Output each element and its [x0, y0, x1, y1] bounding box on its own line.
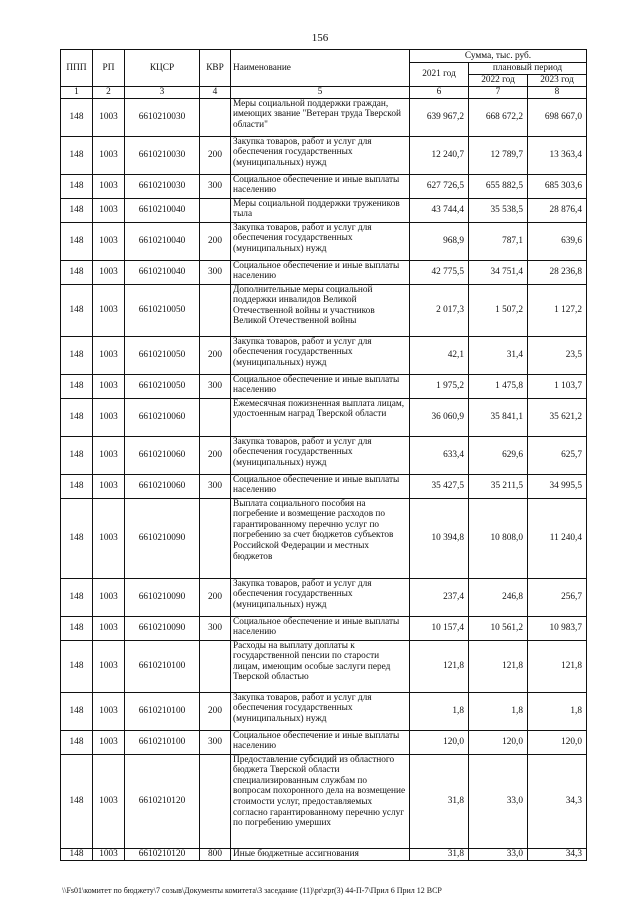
header-rp: РП — [93, 50, 125, 87]
cell-2023: 28 236,8 — [528, 260, 587, 284]
cell-kcsr: 6610210030 — [125, 136, 200, 174]
cell-2021: 35 427,5 — [410, 474, 469, 498]
cell-rp: 1003 — [93, 640, 125, 692]
cell-kvr: 300 — [200, 260, 231, 284]
cell-2021: 43 744,4 — [410, 198, 469, 222]
cell-name: Расходы на выплату доплаты к государственной пенсии по старости лицам, имеющим особые заслуги перед Тверской областью — [231, 640, 410, 692]
cell-2021: 120,0 — [410, 730, 469, 754]
page-number: 156 — [311, 32, 329, 44]
cell-kcsr: 6610210030 — [125, 98, 200, 136]
cell-2022: 10 561,2 — [469, 616, 528, 640]
cell-name: Социальное обеспечение и иные выплаты населению — [231, 474, 410, 498]
cell-2022: 33,0 — [469, 848, 528, 860]
cell-ppp: 148 — [61, 692, 93, 730]
cell-2022: 31,4 — [469, 336, 528, 374]
table-row — [61, 640, 587, 692]
cell-2022: 34 751,4 — [469, 260, 528, 284]
cell-ppp: 148 — [61, 374, 93, 398]
cell-2023: 625,7 — [528, 436, 587, 474]
table-row — [61, 198, 587, 222]
cell-rp: 1003 — [93, 848, 125, 860]
cell-2022: 1 475,8 — [469, 374, 528, 398]
table-row — [61, 336, 587, 374]
cell-kvr: 200 — [200, 578, 231, 616]
cell-kcsr: 6610210090 — [125, 616, 200, 640]
cell-kcsr: 6610210120 — [125, 848, 200, 860]
cell-kcsr: 6610210050 — [125, 336, 200, 374]
cell-ppp: 148 — [61, 616, 93, 640]
cell-name: Социальное обеспечение и иные выплаты населению — [231, 616, 410, 640]
cell-2023: 11 240,4 — [528, 498, 587, 578]
cell-rp: 1003 — [93, 730, 125, 754]
cell-kvr — [200, 640, 231, 692]
cell-name: Социальное обеспечение и иные выплаты населению — [231, 174, 410, 198]
table-row — [61, 284, 587, 336]
cell-2022: 246,8 — [469, 578, 528, 616]
header-name: Наименование — [231, 50, 410, 87]
cell-2021: 633,4 — [410, 436, 469, 474]
header-planned-period: плановый период — [469, 63, 587, 75]
column-number: 3 — [125, 87, 200, 99]
cell-2022: 655 882,5 — [469, 174, 528, 198]
cell-kvr: 300 — [200, 616, 231, 640]
column-number: 1 — [61, 87, 93, 99]
cell-kcsr: 6610210100 — [125, 640, 200, 692]
cell-2023: 35 621,2 — [528, 398, 587, 436]
cell-name: Закупка товаров, работ и услуг для обеспечения государственных (муниципальных) нужд — [231, 222, 410, 260]
cell-kcsr: 6610210040 — [125, 198, 200, 222]
cell-2021: 31,8 — [410, 754, 469, 848]
cell-kvr: 200 — [200, 436, 231, 474]
cell-2021: 10 394,8 — [410, 498, 469, 578]
cell-2022: 668 672,2 — [469, 98, 528, 136]
cell-2023: 34,3 — [528, 754, 587, 848]
cell-kvr: 200 — [200, 336, 231, 374]
header-sum: Сумма, тыс. руб. — [410, 50, 587, 63]
cell-kvr — [200, 98, 231, 136]
cell-2022: 12 789,7 — [469, 136, 528, 174]
cell-ppp: 148 — [61, 284, 93, 336]
cell-2022: 629,6 — [469, 436, 528, 474]
cell-rp: 1003 — [93, 398, 125, 436]
cell-2021: 2 017,3 — [410, 284, 469, 336]
cell-name: Меры социальной поддержки тружеников тыла — [231, 198, 410, 222]
cell-2023: 10 983,7 — [528, 616, 587, 640]
cell-name: Предоставление субсидий из областного бюджета Тверской области специализированным службам по вопросам похоронного дела на возмещение стоимости услуг, предоставляемых согласно гарантированному перечню услуг по погребению умерших — [231, 754, 410, 848]
cell-ppp: 148 — [61, 474, 93, 498]
cell-2022: 35 538,5 — [469, 198, 528, 222]
cell-rp: 1003 — [93, 374, 125, 398]
cell-rp: 1003 — [93, 98, 125, 136]
cell-rp: 1003 — [93, 692, 125, 730]
cell-2021: 42 775,5 — [410, 260, 469, 284]
cell-ppp: 148 — [61, 498, 93, 578]
table-row — [61, 692, 587, 730]
cell-kvr: 300 — [200, 374, 231, 398]
cell-rp: 1003 — [93, 222, 125, 260]
cell-name: Закупка товаров, работ и услуг для обеспечения государственных (муниципальных) нужд — [231, 692, 410, 730]
cell-2022: 33,0 — [469, 754, 528, 848]
table-row — [61, 616, 587, 640]
cell-kcsr: 6610210060 — [125, 398, 200, 436]
header-year-2021: 2021 год — [410, 63, 469, 87]
cell-ppp: 148 — [61, 136, 93, 174]
cell-2021: 42,1 — [410, 336, 469, 374]
table-row — [61, 260, 587, 284]
cell-2023: 28 876,4 — [528, 198, 587, 222]
budget-table — [60, 49, 587, 861]
table-row — [61, 474, 587, 498]
cell-2021: 31,8 — [410, 848, 469, 860]
cell-rp: 1003 — [93, 284, 125, 336]
cell-rp: 1003 — [93, 336, 125, 374]
cell-2022: 10 808,0 — [469, 498, 528, 578]
cell-name: Социальное обеспечение и иные выплаты населению — [231, 730, 410, 754]
cell-name: Закупка товаров, работ и услуг для обеспечения государственных (муниципальных) нужд — [231, 436, 410, 474]
cell-2023: 13 363,4 — [528, 136, 587, 174]
cell-name: Дополнительные меры социальной поддержки инвалидов Великой Отечественной войны и участников Великой Отечественной войны — [231, 284, 410, 336]
cell-ppp: 148 — [61, 98, 93, 136]
cell-kvr — [200, 398, 231, 436]
cell-2023: 685 303,6 — [528, 174, 587, 198]
cell-kvr: 300 — [200, 730, 231, 754]
cell-2023: 1,8 — [528, 692, 587, 730]
cell-kcsr: 6610210090 — [125, 498, 200, 578]
column-number: 2 — [93, 87, 125, 99]
header-kvr: КВР — [200, 50, 231, 87]
cell-kcsr: 6610210060 — [125, 474, 200, 498]
cell-kcsr: 6610210030 — [125, 174, 200, 198]
cell-ppp: 148 — [61, 578, 93, 616]
cell-rp: 1003 — [93, 616, 125, 640]
cell-2023: 34 995,5 — [528, 474, 587, 498]
table-row — [61, 136, 587, 174]
cell-ppp: 148 — [61, 336, 93, 374]
cell-2023: 256,7 — [528, 578, 587, 616]
cell-2023: 23,5 — [528, 336, 587, 374]
cell-2023: 1 127,2 — [528, 284, 587, 336]
header-year-2022: 2022 год — [469, 75, 528, 87]
cell-name: Меры социальной поддержки граждан, имеющих звание "Ветеран труда Тверской области" — [231, 98, 410, 136]
cell-2021: 1 975,2 — [410, 374, 469, 398]
cell-name: Закупка товаров, работ и услуг для обеспечения государственных (муниципальных) нужд — [231, 578, 410, 616]
cell-rp: 1003 — [93, 136, 125, 174]
cell-rp: 1003 — [93, 198, 125, 222]
table-row — [61, 436, 587, 474]
cell-kcsr: 6610210100 — [125, 730, 200, 754]
column-number: 4 — [200, 87, 231, 99]
cell-2021: 36 060,9 — [410, 398, 469, 436]
cell-name: Закупка товаров, работ и услуг для обеспечения государственных (муниципальных) нужд — [231, 336, 410, 374]
column-number: 7 — [469, 87, 528, 99]
cell-2023: 698 667,0 — [528, 98, 587, 136]
cell-2023: 34,3 — [528, 848, 587, 860]
column-number: 6 — [410, 87, 469, 99]
cell-ppp: 148 — [61, 198, 93, 222]
header-year-2023: 2023 год — [528, 75, 587, 87]
cell-kvr — [200, 284, 231, 336]
cell-name: Закупка товаров, работ и услуг для обеспечения государственных (муниципальных) нужд — [231, 136, 410, 174]
cell-2021: 1,8 — [410, 692, 469, 730]
cell-name: Социальное обеспечение и иные выплаты населению — [231, 260, 410, 284]
cell-kvr: 200 — [200, 136, 231, 174]
cell-2021: 627 726,5 — [410, 174, 469, 198]
cell-ppp: 148 — [61, 436, 93, 474]
cell-ppp: 148 — [61, 222, 93, 260]
cell-kcsr: 6610210050 — [125, 284, 200, 336]
cell-2021: 968,9 — [410, 222, 469, 260]
cell-kvr: 300 — [200, 474, 231, 498]
cell-kcsr: 6610210090 — [125, 578, 200, 616]
table-header — [61, 50, 587, 99]
table-row — [61, 222, 587, 260]
cell-2022: 120,0 — [469, 730, 528, 754]
table-row — [61, 98, 587, 136]
cell-kcsr: 6610210060 — [125, 436, 200, 474]
cell-kcsr: 6610210100 — [125, 692, 200, 730]
table-row — [61, 848, 587, 860]
cell-rp: 1003 — [93, 474, 125, 498]
table-row — [61, 498, 587, 578]
column-number: 5 — [231, 87, 410, 99]
cell-2021: 639 967,2 — [410, 98, 469, 136]
footer-file-path: \\Fs01\комитет по бюджету\7 созыв\Документы комитета\3 заседание (11)\pr\zpr(3) 44-П-7\Прил 6 Прил 12 ВСР — [62, 886, 442, 895]
cell-kvr: 200 — [200, 692, 231, 730]
column-number-row — [61, 87, 587, 99]
cell-ppp: 148 — [61, 174, 93, 198]
column-number: 8 — [528, 87, 587, 99]
cell-rp: 1003 — [93, 498, 125, 578]
cell-2022: 35 211,5 — [469, 474, 528, 498]
cell-kvr: 300 — [200, 174, 231, 198]
cell-kvr: 200 — [200, 222, 231, 260]
cell-2021: 237,4 — [410, 578, 469, 616]
cell-2021: 12 240,7 — [410, 136, 469, 174]
cell-kvr — [200, 754, 231, 848]
cell-kvr: 800 — [200, 848, 231, 860]
cell-name: Иные бюджетные ассигнования — [231, 848, 410, 860]
cell-name: Социальное обеспечение и иные выплаты населению — [231, 374, 410, 398]
table-row — [61, 578, 587, 616]
cell-2023: 1 103,7 — [528, 374, 587, 398]
cell-rp: 1003 — [93, 754, 125, 848]
table-body — [61, 98, 587, 860]
cell-rp: 1003 — [93, 174, 125, 198]
header-kcsr: КЦСР — [125, 50, 200, 87]
cell-kcsr: 6610210050 — [125, 374, 200, 398]
cell-2022: 1,8 — [469, 692, 528, 730]
table-row — [61, 730, 587, 754]
cell-ppp: 148 — [61, 260, 93, 284]
cell-2021: 121,8 — [410, 640, 469, 692]
table-row — [61, 398, 587, 436]
cell-2022: 35 841,1 — [469, 398, 528, 436]
header-ppp: ППП — [61, 50, 93, 87]
cell-kcsr: 6610210120 — [125, 754, 200, 848]
cell-2022: 121,8 — [469, 640, 528, 692]
cell-rp: 1003 — [93, 260, 125, 284]
cell-2022: 787,1 — [469, 222, 528, 260]
cell-name: Выплата социального пособия на погребение и возмещение расходов по гарантированному перечню услуг по погребению за счет бюджетов субъектов Российской Федерации и местных бюджетов — [231, 498, 410, 578]
cell-ppp: 148 — [61, 640, 93, 692]
cell-rp: 1003 — [93, 578, 125, 616]
cell-2023: 639,6 — [528, 222, 587, 260]
cell-kcsr: 6610210040 — [125, 222, 200, 260]
cell-ppp: 148 — [61, 754, 93, 848]
cell-2023: 121,8 — [528, 640, 587, 692]
cell-kvr — [200, 498, 231, 578]
cell-ppp: 148 — [61, 398, 93, 436]
cell-2023: 120,0 — [528, 730, 587, 754]
cell-2021: 10 157,4 — [410, 616, 469, 640]
cell-ppp: 148 — [61, 730, 93, 754]
cell-kvr — [200, 198, 231, 222]
cell-name: Ежемесячная пожизненная выплата лицам, удостоенным наград Тверской области — [231, 398, 410, 436]
cell-ppp: 148 — [61, 848, 93, 860]
table-row — [61, 754, 587, 848]
cell-2022: 1 507,2 — [469, 284, 528, 336]
cell-kcsr: 6610210040 — [125, 260, 200, 284]
table-row — [61, 374, 587, 398]
cell-rp: 1003 — [93, 436, 125, 474]
table-row — [61, 174, 587, 198]
